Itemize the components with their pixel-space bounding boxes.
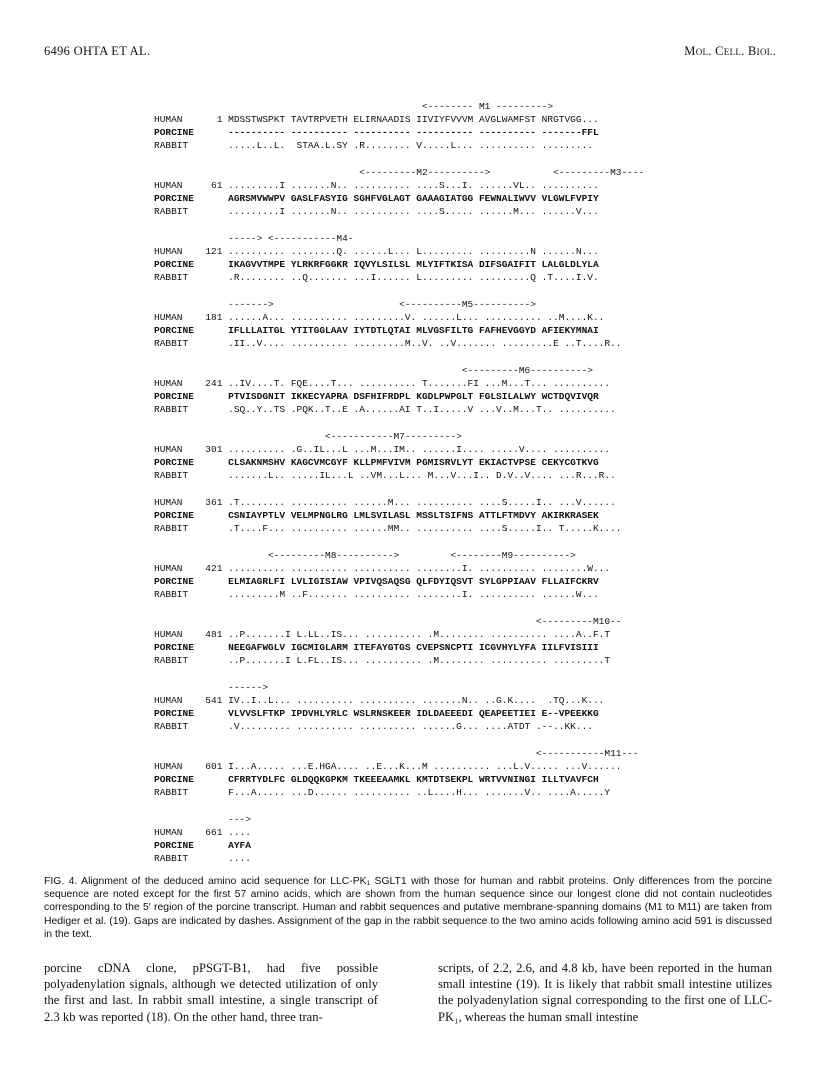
sequence-row-human: HUMAN 601 I...A..... ...E.HGA.... ..E...K...M .......... ...L.V..... ...V...... [154, 761, 622, 772]
page-header-left: 6496 OHTA ET AL. [44, 44, 151, 58]
domain-marker-row: ---> [154, 814, 251, 825]
domain-marker-row: <---------M10-- [154, 616, 622, 627]
domain-marker-row: <-------- M1 ---------> [154, 101, 554, 112]
domain-marker-row: <-----------M11--- [154, 748, 639, 759]
alignment-block [154, 549, 644, 601]
sequence-row-rabbit: RABBIT .II..V.... .......... .........M..V. ..V....... .........E ..T....R.. [154, 338, 622, 349]
sequence-row-rabbit: RABBIT ..P.......I L.FL..IS... .......... .M........ .......... .........T [154, 655, 611, 666]
sequence-row-human: HUMAN 1 MDSSTWSPKT TAVTRPVETH ELIRNAADIS IIVIYFVVVM AVGLWAMFST NRGTVGG... [154, 114, 599, 125]
sequence-row-human: HUMAN 541 IV..I..L... .......... .......... .......N.. ..G.K.... .TQ...K... [154, 695, 605, 706]
sequence-row-human: HUMAN 361 .T........ .......... ......M... .......... ....S.....I.. ...V...... [154, 497, 616, 508]
sequence-row-porcine: PORCINE IFLLLAITGL YTITGGLAAV IYTDTLQTAI MLVGSFILTG FAFHEVGGYD AFIEKYMNAI [154, 325, 599, 336]
domain-marker-row: -----> <-----------M4- [154, 233, 354, 244]
domain-marker-row: <---------M6----------> [154, 365, 593, 376]
sequence-row-porcine: PORCINE CLSAKNMSHV KAGCVMCGYF KLLPMFVIVM PGMISRVLYT EKIACTVPSE CEKYCGTKVG [154, 457, 599, 468]
sequence-row-rabbit: RABBIT .........I .......N.. .......... ....S..... ......M... ......V... [154, 206, 599, 217]
sequence-row-porcine: PORCINE VLVVSLFTKP IPDVHLYRLC WSLRNSKEER IDLDAEEEDI QEAPEETIEI E--VPEEKKG [154, 708, 599, 719]
alignment-block [154, 232, 644, 284]
sequence-row-rabbit: RABBIT .......L.. .....IL...L ..VM...L... M...V...I.. D.V..V.... ...R...R.. [154, 470, 616, 481]
sequence-row-porcine: PORCINE NEEGAFWGLV IGCMIGLARM ITEFAYGTGS CVEPSNCPTI ICGVHYLYFA IILFVISIII [154, 642, 599, 653]
sequence-row-porcine: PORCINE ---------- ---------- ---------- ---------- ---------- -------FFL [154, 127, 599, 138]
domain-marker-row: <---------M8----------> <--------M9----------> [154, 550, 576, 561]
sequence-row-rabbit: RABBIT .SQ..Y..TS .PQK..T..E .A......AI T..I.....V ...V..M...T.. .......... [154, 404, 616, 415]
alignment-block [154, 681, 644, 733]
domain-marker-row: ------> [154, 682, 269, 693]
domain-marker-row: <-----------M7---------> [154, 431, 462, 442]
sequence-row-human: HUMAN 661 .... [154, 827, 251, 838]
alignment-block [154, 166, 644, 218]
sequence-row-porcine: PORCINE CFRRTYDLFC GLDQQKGPKM TKEEEAAMKL KMTDTSEKPL WRTVVNINGI ILLTVAVFCH [154, 774, 599, 785]
sequence-row-human: HUMAN 181 ......A... .......... .........V. ......L... .......... ..M....K.. [154, 312, 605, 323]
alignment-block [154, 298, 644, 350]
alignment-block [154, 430, 644, 482]
sequence-row-rabbit: RABBIT .... [154, 853, 251, 864]
body-text-left: porcine cDNA clone, pPSGT-B1, had five possible polyadenylation signals, although we detected utilization of only the first and last. In rabbit small intestine, a single transcript of 2.3 kb was reported (18). On the other hand, three tran- [44, 961, 378, 1024]
domain-marker-row: <---------M2----------> <---------M3---- [154, 167, 645, 178]
sequence-row-rabbit: RABBIT .T....F... .......... ......MM.. .......... ....S.....I.. T.....K.... [154, 523, 622, 534]
sequence-row-rabbit: RABBIT .....L..L. STAA.L.SY .R........ V.....L... .......... ......... [154, 140, 593, 151]
domain-marker-row: -------> <----------M5----------> [154, 299, 536, 310]
sequence-row-porcine: PORCINE PTVISDGNIT IKKECYAPRA DSFHIFRDPL KGDLPWPGLT FGLSILALWY WCTDQVIVQR [154, 391, 599, 402]
sequence-row-human: HUMAN 61 .........I .......N.. .......... ....S...I. ......VL.. .......... [154, 180, 599, 191]
sequence-row-human: HUMAN 481 ..P.......I L.LL..IS... .......... .M........ .......... ....A..F.T [154, 629, 611, 640]
alignment-block [154, 496, 644, 535]
figure-caption: FIG. 4. Alignment of the deduced amino acid sequence for LLC-PK₁ SGLT1 with those for human and rabbit proteins. Only differences from the porcine sequence are noted except for the first 57 amino acids, which are shown from the human sequence since our longest clone did not contain nucleotides corresponding to the 5′ region of the porcine transcript. Human and rabbit sequences and putative membrane-spanning domains (M1 to M11) are taken from Hediger et al. (19). Gaps are indicated by dashes. Assignment of the gap in the rabbit sequence to the two amino acids following amino acid 591 is discussed in the text. [44, 876, 772, 940]
alignment-block [154, 364, 644, 416]
alignment-block [154, 813, 644, 865]
sequence-row-human: HUMAN 241 ..IV....T. FQE....T... .......... T.......FI ...M...T... .......... [154, 378, 611, 389]
sequence-row-rabbit: RABBIT .........M ..F....... .......... ........I. .......... ......W... [154, 589, 599, 600]
sequence-row-human: HUMAN 121 .......... ........Q. ......L... L......... .........N ......N... [154, 246, 599, 257]
alignment-block [154, 100, 644, 152]
sequence-alignment [154, 100, 644, 879]
alignment-block [154, 747, 644, 799]
body-text-right: scripts, of 2.2, 2.6, and 4.8 kb, have been reported in the human small intestine (19). It is likely that rabbit small intestine utilizes the polyadenylation signal corresponding to the first one of LLC-PK₁, whereas the human small intestine [438, 961, 772, 1024]
sequence-row-rabbit: RABBIT .V......... .......... .......... ......G... ....ATDT .--..KK... [154, 721, 593, 732]
journal-header: Mol. Cell. Biol. [684, 44, 776, 58]
sequence-row-porcine: PORCINE IKAGVVTMPE YLRKRFGGKR IQVYLSILSL MLYIFTKISA DIFSGAIFIT LALGLDLYLA [154, 259, 599, 270]
sequence-row-rabbit: RABBIT F...A..... ...D...... .......... ..L....H... .......V.. ....A.....Y [154, 787, 611, 798]
sequence-row-porcine: PORCINE AYFA [154, 840, 251, 851]
sequence-row-human: HUMAN 301 .......... .G..IL...L ...M...IM.. ......I.... .....V.... .......... [154, 444, 611, 455]
sequence-row-human: HUMAN 421 .......... .......... .......... ........I. .......... ........W... [154, 563, 611, 574]
alignment-block [154, 615, 644, 667]
sequence-row-porcine: PORCINE AGRSMVWWPV GASLFASYIG SGHFVGLAGT GAAAGIATGG FEWNALIWVV VLGWLFVPIY [154, 193, 599, 204]
sequence-row-rabbit: RABBIT .R........ ..Q....... ...I...... L......... .........Q .T....I.V. [154, 272, 599, 283]
sequence-row-porcine: PORCINE ELMIAGRLFI LVLIGISIAW VPIVQSAQSG QLFDYIQSVT SYLGPPIAAV FLLAIFCKRV [154, 576, 599, 587]
sequence-row-porcine: PORCINE CSNIAYPTLV VELMPNGLRG LMLSVILASL MSSLTSIFNS ATTLFTMDVY AKIRKRASEK [154, 510, 599, 521]
